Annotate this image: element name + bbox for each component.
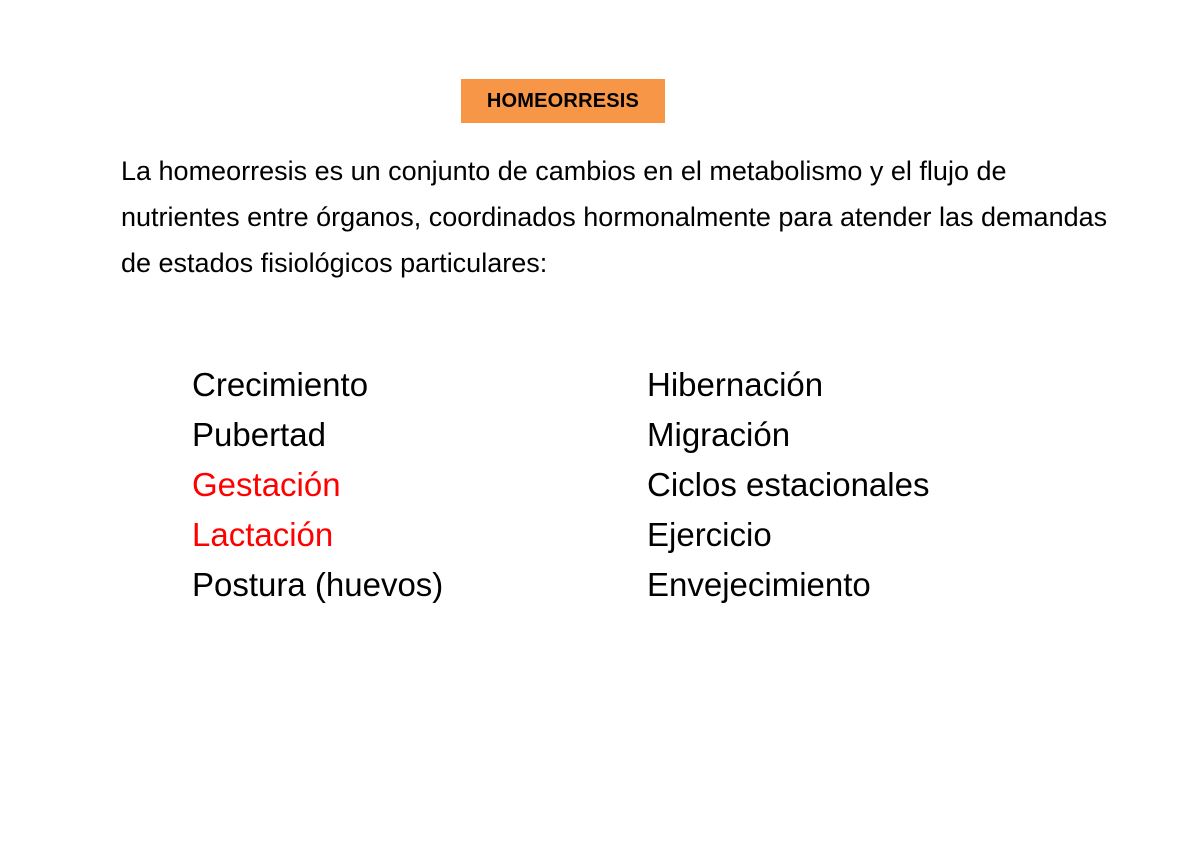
state-item-puberty: Pubertad [192,416,326,453]
state-item-hibernation: Hibernación [647,366,824,403]
states-list-left [192,360,443,610]
definition-paragraph: La homeorresis es un conjunto de cambios en el metabolismo y el flujo de nutrientes entre órganos, coordinados hormonalmente para atender las demandas de estados fisiológicos particulares: [121,156,1108,278]
state-item-growth: Crecimiento [192,366,369,403]
title-banner [461,79,665,123]
state-item-exercise: Ejercicio [647,516,772,553]
state-item-laying: Postura (huevos) [192,566,444,603]
state-item-aging: Envejecimiento [647,566,871,603]
state-item-gestation: Gestación [192,466,341,503]
states-list-right [647,360,929,610]
state-item-migration: Migración [647,416,791,453]
state-item-lactation: Lactación [192,516,334,553]
state-item-seasonal-cycles: Ciclos estacionales [647,466,930,503]
page-title: HOMEORRESIS [486,89,640,112]
